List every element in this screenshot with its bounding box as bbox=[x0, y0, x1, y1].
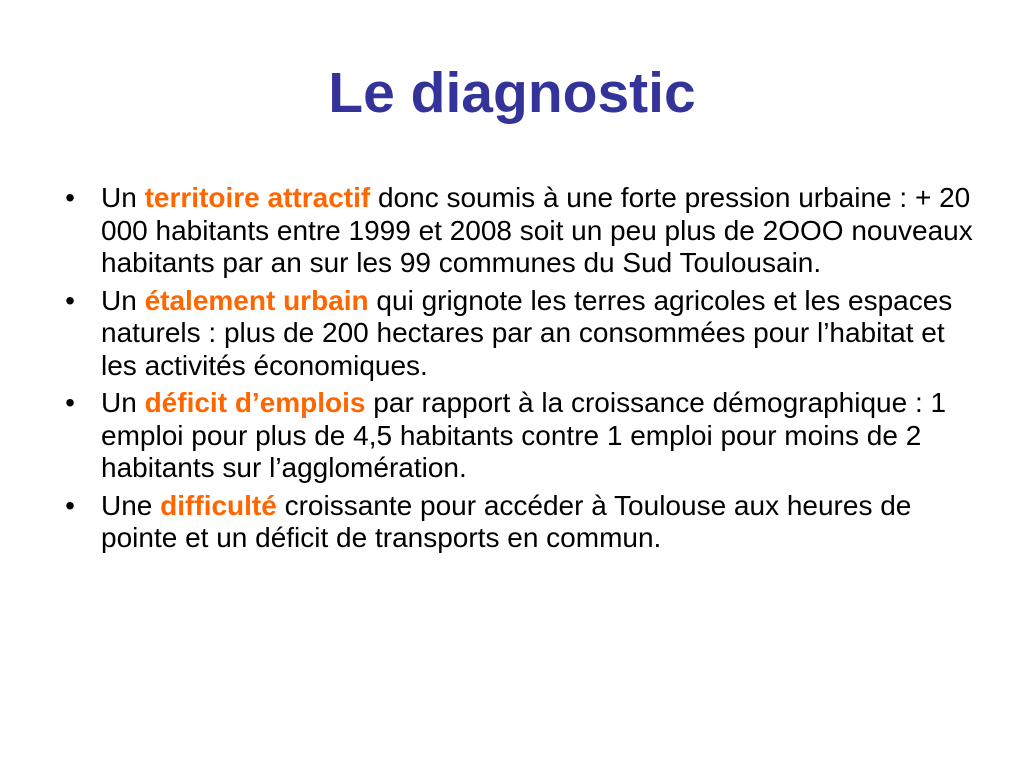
bullet-marker: • bbox=[65, 182, 75, 213]
bullet-highlight: territoire attractif bbox=[144, 182, 371, 213]
bullet-lead: Un bbox=[101, 284, 145, 316]
bullet-highlight: étalement urbain bbox=[144, 284, 369, 316]
bullet-lead: Un bbox=[101, 182, 145, 213]
bullet-list bbox=[60, 182, 975, 560]
bullet-item-difficulte bbox=[60, 490, 975, 555]
bullet-item-deficit bbox=[60, 387, 975, 485]
bullet-marker: • bbox=[65, 489, 75, 521]
bullet-lead: Une bbox=[101, 489, 161, 521]
bullet-highlight: difficulté bbox=[160, 489, 277, 521]
bullet-item-territoire bbox=[60, 182, 975, 280]
bullet-marker: • bbox=[65, 387, 75, 418]
bullet-text: donc soumis à une forte pression urbaine : + 20 000 habitants entre 1999 et 2008 soit un peu plus de 2OOO nouveaux habitants par an sur les 99 communes du Sud Toulousain. bbox=[101, 182, 973, 278]
bullet-text: par rapport à la croissance démographique : 1 emploi pour plus de 4,5 habitants contre 1 emploi pour moins de 2 habitants sur l’agglomération. bbox=[101, 387, 947, 483]
bullet-text: croissante pour accéder à Toulouse aux heures de pointe et un déficit de transports en commun. bbox=[101, 489, 912, 553]
bullet-highlight: déficit d’emplois bbox=[144, 387, 366, 418]
bullet-lead: Un bbox=[101, 387, 145, 418]
bullet-text: qui grignote les terres agricoles et les espaces naturels : plus de 200 hectares par an consommées pour l’habitat et les activités économiques. bbox=[101, 284, 953, 381]
bullet-item-etalement bbox=[60, 285, 975, 383]
slide-title: Le diagnostic bbox=[328, 61, 696, 125]
bullet-marker: • bbox=[65, 284, 75, 316]
